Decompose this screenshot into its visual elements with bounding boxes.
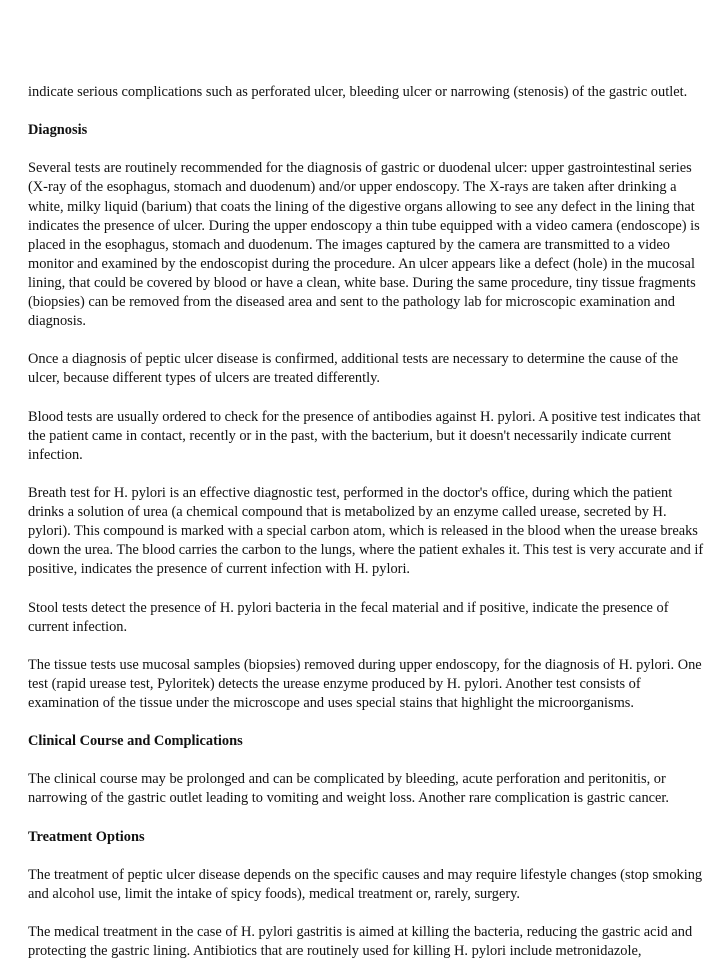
treatment-options-heading: Treatment Options	[28, 828, 145, 845]
intro-paragraph: indicate serious complications such as perforated ulcer, bleeding ulcer or narrowing (stenosis) of the gastric outlet.	[28, 84, 688, 100]
diagnosis-heading: Diagnosis	[28, 122, 88, 139]
diagnosis-paragraph-stool-tests: Stool tests detect the presence of H. pylori bacteria in the fecal material and if positive, indicate the presence of current infection.	[28, 599, 669, 635]
diagnosis-paragraph-tests: Several tests are routinely recommended for the diagnosis of gastric or duodenal ulcer: upper gastrointestinal series (X-ray of the esophagus, stomach and duodenum) and/or upper endoscopy. The X-rays are taken after drinking a white, milky liquid (barium) that coats the lining of the digestive organs allowing to see any defect in the lining that indicates the presence of ulcer. During the upper endoscopy a thin tube equipped with a video camera (endoscope) is placed in the esophagus, stomach and duodenum. The images captured by the camera are transmitted to a video monitor and examined by the endoscopist during the procedure. An ulcer appears like a defect (hole) in the mucosal lining, that could be covered by blood or have a clean, white base. During the same procedure, tiny tissue fragments (biopsies) can be removed from the diseased area and sent to the pathology lab for microscopic examination and diagnosis.	[28, 160, 700, 330]
diagnosis-paragraph-breath-test: Breath test for H. pylori is an effective diagnostic test, performed in the doctor's office, during which the patient drinks a solution of urea (a chemical compound that is metabolized by an enzyme called urease, secreted by H. pylori). This compound is marked with a special carbon atom, which is released in the blood when the urease breaks down the urea. The blood carries the carbon to the lungs, where the patient exhales it. This test is very accurate and if positive, indicates the presence of current infection with H. pylori.	[28, 484, 704, 578]
diagnosis-paragraph-cause: Once a diagnosis of peptic ulcer disease is confirmed, additional tests are necessary to determine the cause of the ulcer, because different types of ulcers are treated differently.	[28, 351, 679, 387]
clinical-course-heading: Clinical Course and Complications	[28, 733, 243, 750]
clinical-course-paragraph: The clinical course may be prolonged and can be complicated by bleeding, acute perforation and peritonitis, or narrowing of the gastric outlet leading to vomiting and weight loss. Another rare complication is gastric cancer.	[28, 771, 670, 807]
document-page	[28, 83, 704, 980]
diagnosis-paragraph-blood-tests: Blood tests are usually ordered to check for the presence of antibodies against H. pylori. A positive test indicates that the patient came in contact, recently or in the past, with the bacterium, but it doesn't necessarily indicate current infection.	[28, 408, 701, 463]
treatment-paragraph-causes: The treatment of peptic ulcer disease depends on the specific causes and may require lifestyle changes (stop smoking and alcohol use, limit the intake of spicy foods), medical treatment or, rarely, surgery.	[28, 866, 703, 902]
diagnosis-paragraph-tissue-tests: The tissue tests use mucosal samples (biopsies) removed during upper endoscopy, for the diagnosis of H. pylori. One test (rapid urease test, Pyloritek) detects the urease enzyme produced by H. pylori. Another test consists of examination of the tissue under the microscope and uses special stains that highlight the microorganisms.	[28, 656, 702, 711]
treatment-paragraph-medical: The medical treatment in the case of H. pylori gastritis is aimed at killing the bacteria, reducing the gastric acid and protecting the gastric lining. Antibiotics that are routinely used for killing H. pylori include metronidazole,	[28, 924, 693, 960]
